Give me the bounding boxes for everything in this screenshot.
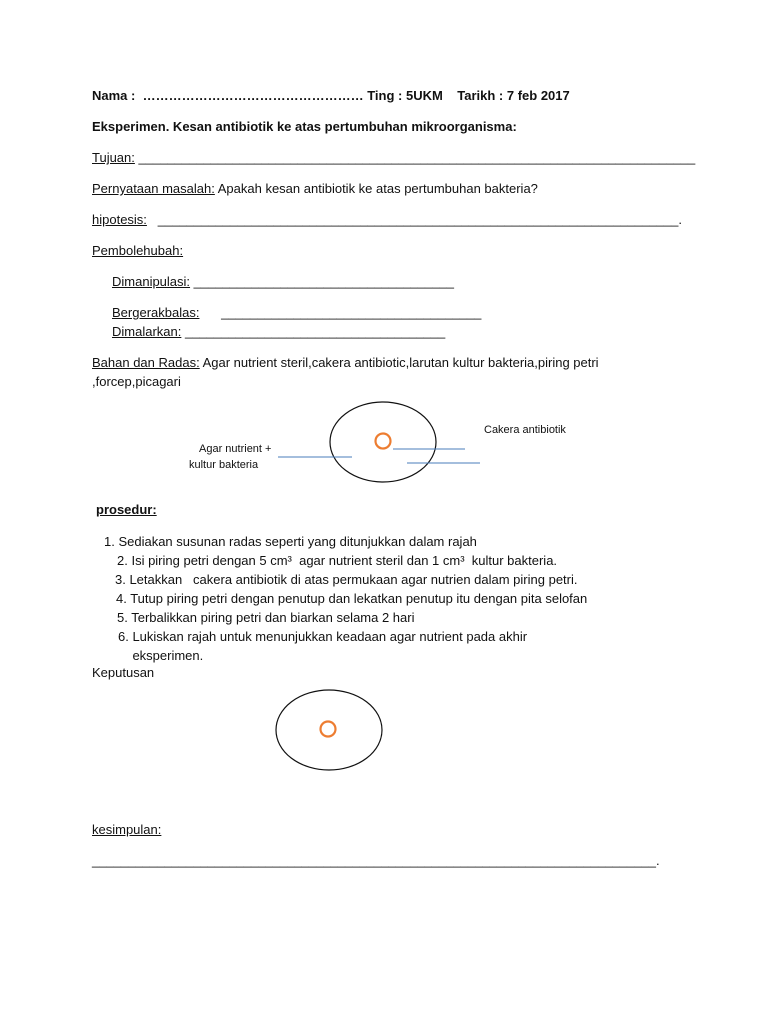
dimanipulasi-label: Dimanipulasi: bbox=[112, 274, 191, 289]
prosedur-step-2: 2. Isi piring petri dengan 5 cm³ agar nutrient steril dan 1 cm³ kultur bakteria. bbox=[117, 553, 558, 568]
dimanipulasi-blank: ____________________________________ bbox=[190, 274, 454, 289]
tujuan-blank: _____________________________________________________________________________ bbox=[134, 150, 696, 165]
bahan-text-1: Agar nutrient steril,cakera antibiotic,larutan kultur bakteria,piring petri bbox=[199, 355, 599, 370]
petri-dish-setup-diagram bbox=[278, 402, 480, 482]
hipotesis-blank: ________________________________________________________________________. bbox=[146, 212, 682, 227]
keputusan-antibiotic-disc bbox=[321, 722, 336, 737]
agar-label-2: kultur bakteria bbox=[189, 459, 259, 471]
dimalarkan-blank: ____________________________________ bbox=[181, 324, 446, 339]
hipotesis-label: hipotesis: bbox=[92, 212, 147, 227]
nama-label: Nama : bbox=[92, 88, 136, 103]
prosedur-step-6-cont: eksperimen. bbox=[118, 648, 204, 663]
dimalarkan-label: Dimalarkan: bbox=[112, 324, 182, 339]
kesimpulan-blank: ______________________________________________________________________________. bbox=[92, 853, 660, 868]
prosedur-label: prosedur: bbox=[96, 502, 157, 517]
tarikh-text: Tarikh : 7 feb 2017 bbox=[457, 88, 570, 103]
bergerakbalas-blank: ____________________________________ bbox=[199, 305, 482, 320]
prosedur-list bbox=[96, 532, 656, 665]
pembolehubah-label: Pembolehubah: bbox=[92, 243, 184, 258]
antibiotic-disc bbox=[376, 434, 391, 449]
agar-label-1: Agar nutrient + bbox=[199, 443, 272, 455]
keputusan-diagram bbox=[276, 690, 382, 770]
prosedur-step-5: 5. Terbalikkan piring petri dan biarkan selama 2 hari bbox=[117, 610, 415, 625]
nama-blank: …………………………………………… bbox=[142, 88, 364, 103]
petri-dish-ellipse bbox=[330, 402, 436, 482]
tujuan-label: Tujuan: bbox=[92, 150, 135, 165]
experiment-title: Eksperimen. Kesan antibiotik ke atas pertumbuhan mikroorganisma: bbox=[92, 119, 517, 134]
prosedur-step-4: 4. Tutup piring petri dengan penutup dan lekatkan penutup itu dengan pita selofan bbox=[116, 591, 588, 606]
pernyataan-label: Pernyataan masalah: bbox=[92, 181, 215, 196]
keputusan-petri-ellipse bbox=[276, 690, 382, 770]
prosedur-step-1: 1. Sediakan susunan radas seperti yang ditunjukkan dalam rajah bbox=[104, 534, 477, 549]
keputusan-label: Keputusan bbox=[92, 665, 155, 680]
bahan-text-2: ,forcep,picagari bbox=[92, 374, 181, 389]
cakera-label: Cakera antibiotik bbox=[484, 424, 566, 436]
prosedur-step-3: 3. Letakkan cakera antibiotik di atas permukaan agar nutrien dalam piring petri. bbox=[115, 572, 578, 587]
ting-text: Ting : 5UKM bbox=[367, 88, 443, 103]
prosedur-step-6: 6. Lukiskan rajah untuk menunjukkan keadaan agar nutrient pada akhir bbox=[118, 629, 528, 644]
bahan-label: Bahan dan Radas: bbox=[92, 355, 200, 370]
pernyataan-text: Apakah kesan antibiotik ke atas pertumbuhan bakteria? bbox=[214, 181, 538, 196]
kesimpulan-label: kesimpulan: bbox=[92, 822, 162, 837]
bergerakbalas-label: Bergerakbalas: bbox=[112, 305, 200, 320]
